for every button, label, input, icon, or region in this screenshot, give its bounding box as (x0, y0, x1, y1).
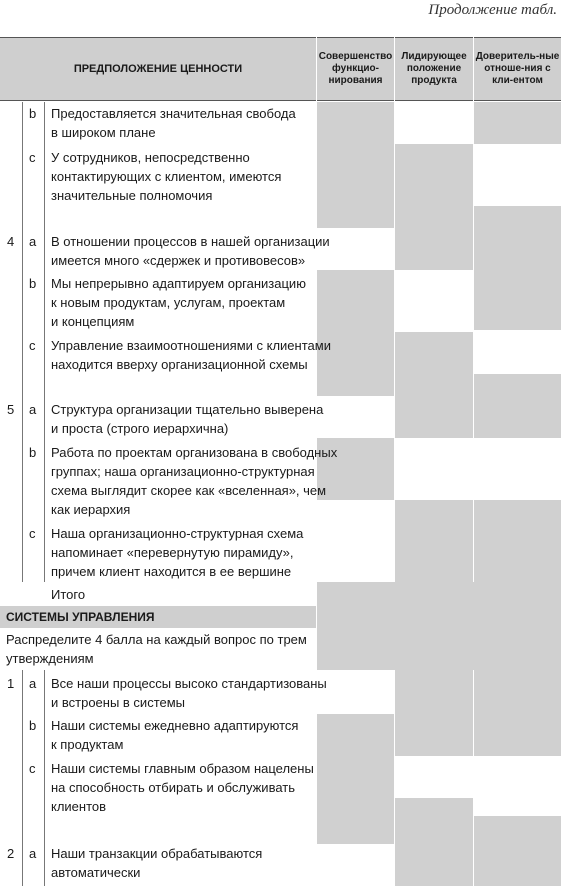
row-letter: b (29, 445, 37, 460)
answer-cell[interactable] (395, 500, 473, 582)
question-number: 2 (7, 846, 15, 861)
row-letter: c (29, 150, 36, 165)
section-title: СИСТЕМЫ УПРАВЛЕНИЯ (0, 606, 316, 628)
answer-cell[interactable] (395, 332, 473, 438)
statement: Структура организации тщательно выверена и проста (строго иерархична) (51, 402, 324, 436)
statement: У сотрудников, непосредственно контактирующих с клиентом, имеются значительные полномочия (51, 150, 282, 203)
statement: Наши системы ежедневно адаптируются к продуктам (51, 718, 299, 752)
total-label: Итого (51, 587, 86, 602)
answer-cell[interactable] (474, 206, 561, 330)
answer-cell[interactable] (474, 670, 561, 756)
row-letter: a (29, 846, 37, 861)
statement: Мы непрерывно адаптируем организацию к новым продуктам, услугам, проектам и концепциям (51, 276, 306, 329)
answer-cell[interactable] (395, 670, 473, 756)
row-divider-line (22, 670, 23, 886)
row-letter: b (29, 276, 37, 291)
statement: Наши транзакции обрабатываются автоматически (51, 846, 263, 880)
row-divider-line (22, 102, 23, 582)
instruction: Распределите 4 балла на каждый вопрос по трем утверждениям (6, 632, 307, 666)
row-letter: b (29, 106, 37, 121)
statement: Управление взаимоотношениями с клиентами находится вверху организационной схемы (51, 338, 331, 372)
answer-cell[interactable] (395, 144, 473, 270)
answer-cell[interactable] (474, 374, 561, 438)
question-number: 5 (7, 402, 15, 417)
question-number: 1 (7, 676, 15, 691)
statement: Наша организационно-структурная схема напоминает «перевернутую пирамиду», причем клиент находится в ее вершине (51, 526, 304, 579)
statement: Работа по проектам организована в свободных группах; наша организационно-структурная схема выглядит скорее как «вселенная», чем как иерархия (51, 445, 338, 517)
question-number: 4 (7, 234, 15, 249)
total-shade (317, 582, 561, 606)
answer-cell[interactable] (317, 270, 394, 396)
answer-cell[interactable] (395, 798, 473, 886)
statement: Наши системы главным образом нацелены на способность отбирать и обслуживать клиентов (51, 761, 314, 814)
header-main: ПРЕДПОЛОЖЕНИЕ ЦЕННОСТИ (0, 37, 316, 101)
row-letter: a (29, 676, 37, 691)
header-col-intimacy: Доверитель-ные отноше-ния с кли-ентом (474, 37, 561, 101)
row-letter: a (29, 402, 37, 417)
section-shade (317, 606, 561, 670)
statement: Все наши процессы высоко стандартизованы и встроены в системы (51, 676, 327, 710)
row-letter: c (29, 526, 36, 541)
row-letter: b (29, 718, 37, 733)
row-letter: a (29, 234, 37, 249)
answer-cell[interactable] (317, 102, 394, 228)
answer-cell[interactable] (474, 102, 561, 144)
answer-cell[interactable] (317, 714, 394, 844)
row-letter: c (29, 338, 36, 353)
answer-cell[interactable] (474, 816, 561, 886)
row-divider-line (44, 102, 45, 582)
statement: В отношении процессов в нашей организации имеется много «сдержек и противовесов» (51, 234, 330, 268)
continuation-caption: Продолжение табл. (428, 2, 557, 18)
answer-cell[interactable] (474, 500, 561, 582)
row-divider-line (44, 670, 45, 886)
header-col-leadership: Лидирующее положение продукта (395, 37, 473, 101)
row-letter: c (29, 761, 36, 776)
statement: Предоставляется значительная свобода в широком плане (51, 106, 296, 140)
header-col-excellence: Совершенство функцио-нирования (317, 37, 394, 101)
